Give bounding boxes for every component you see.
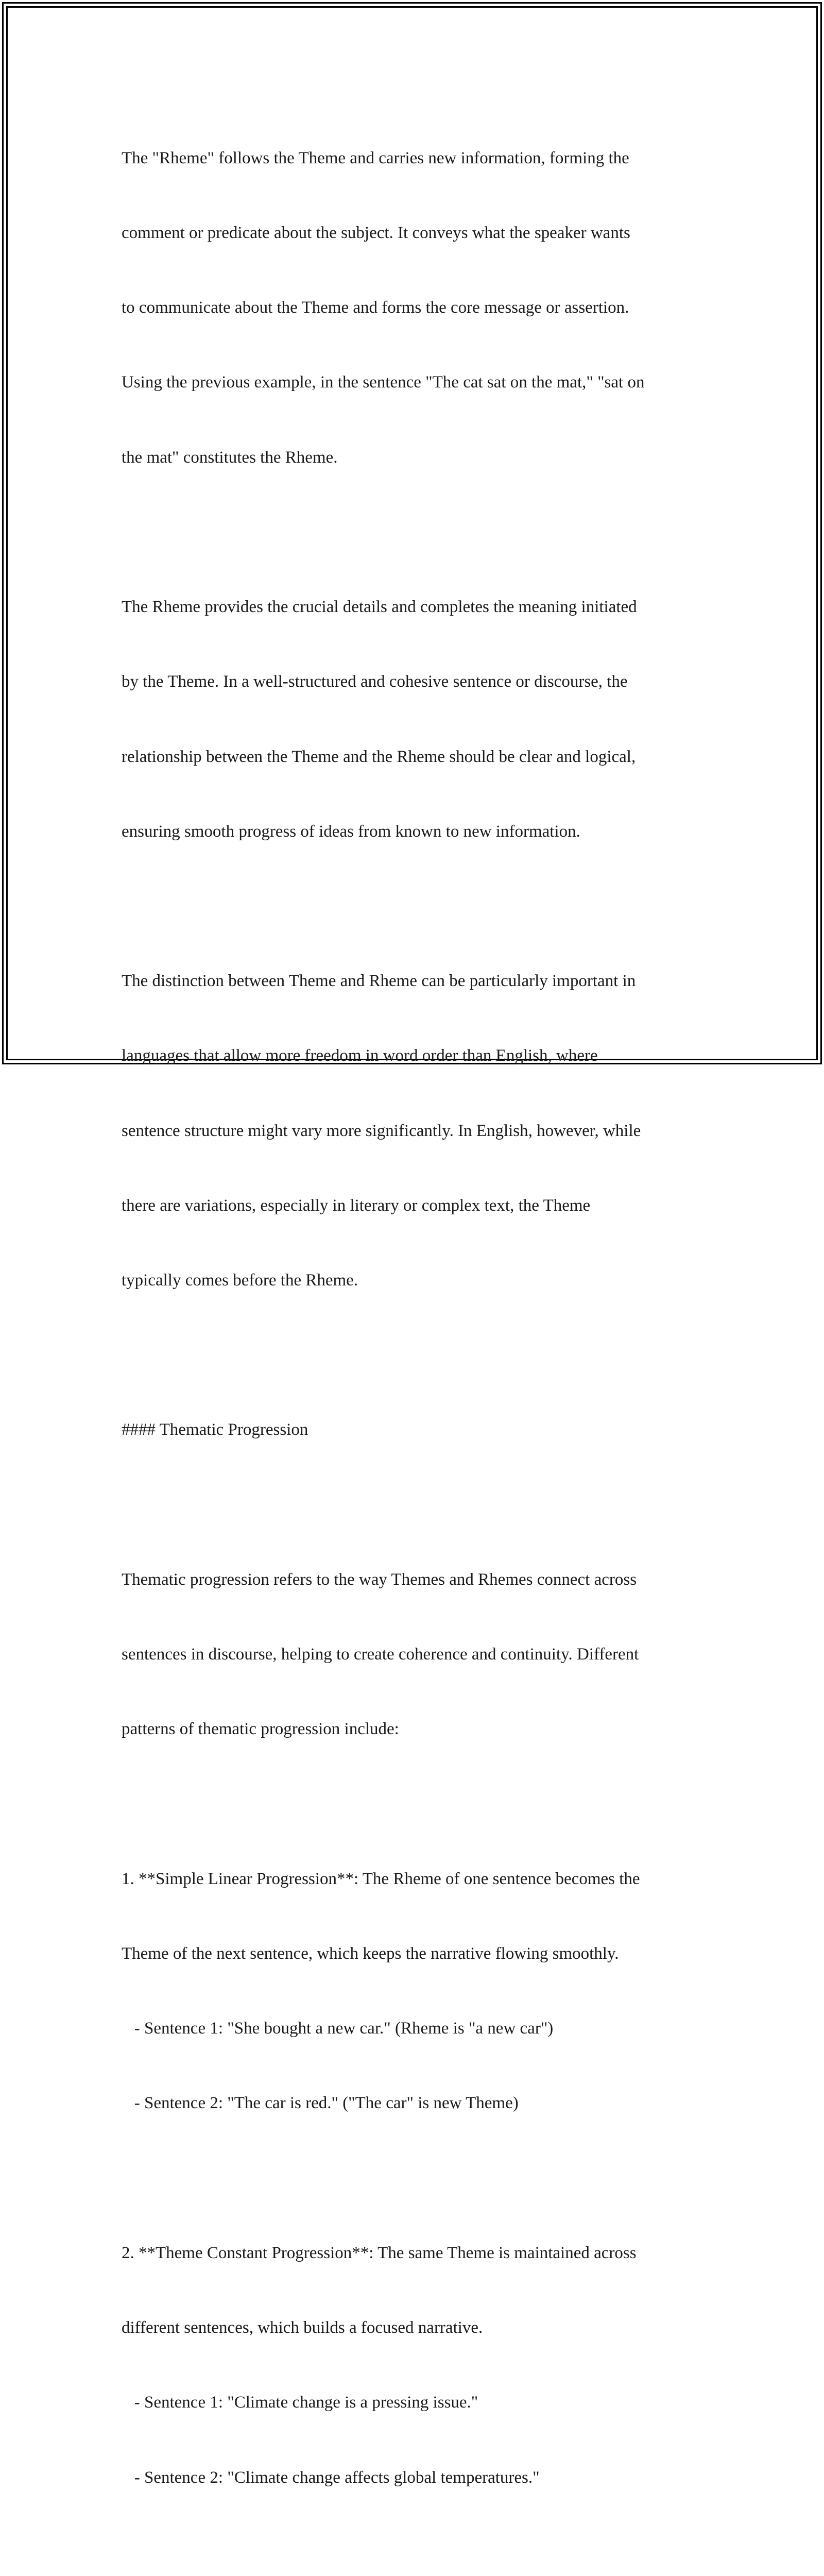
text-line: comment or predicate about the subject. It conveys what the speaker wants [122, 224, 630, 243]
text-line: The Rheme provides the crucial details and completes the meaning initiated [122, 598, 637, 617]
paragraph-theme-rheme-distinction [122, 919, 709, 1343]
text-line: The "Rheme" follows the Theme and carries new information, forming the [122, 148, 629, 167]
text-line: typically comes before the Rheme. [122, 1271, 358, 1290]
text-line: 2. **Theme Constant Progression**: The same Theme is maintained across [122, 2243, 637, 2262]
text-line: relationship between the Theme and the Rheme should be clear and logical, [122, 747, 636, 766]
text-line: patterns of thematic progression include: [122, 1720, 399, 1739]
text-line: by the Theme. In a well-structured and cohesive sentence or discourse, the [122, 672, 628, 691]
text-line: Using the previous example, in the sentence "The cat sat on the mat," "sat on [122, 373, 645, 392]
text-line: to communicate about the Theme and forms the core message or assertion. [122, 298, 629, 317]
paragraph-rheme-details [122, 545, 709, 894]
text-line: sentence structure might vary more significantly. In English, however, while [122, 1121, 641, 1140]
list-item-theme-constant-progression [122, 2191, 709, 2540]
section-heading-thematic-progression [122, 1368, 709, 1493]
heading-text: #### Thematic Progression [122, 1420, 308, 1439]
list-item-simple-linear-progression [122, 1817, 709, 2166]
list-item-derived-theme-pattern [122, 2565, 709, 2576]
text-line: Theme of the next sentence, which keeps the narrative flowing smoothly. [122, 1944, 619, 1963]
text-line: sentences in discourse, helping to create coherence and continuity. Different [122, 1645, 639, 1664]
text-line: ensuring smooth progress of ideas from known to new information. [122, 822, 580, 841]
paragraph-rheme-definition [122, 96, 709, 520]
paragraph-thematic-progression-intro [122, 1517, 709, 1791]
example-sentence: - Sentence 1: "Climate change is a pressing issue." [122, 2393, 478, 2412]
text-line: Thematic progression refers to the way Themes and Rhemes connect across [122, 1570, 637, 1589]
text-line: languages that allow more freedom in word order than English, where [122, 1046, 598, 1065]
example-sentence: - Sentence 2: "The car is red." ("The car" is new Theme) [122, 2094, 519, 2113]
example-sentence: - Sentence 2: "Climate change affects global temperatures." [122, 2468, 540, 2487]
text-line: 1. **Simple Linear Progression**: The Rheme of one sentence becomes the [122, 1869, 640, 1888]
text-line: the mat" constitutes the Rheme. [122, 448, 338, 467]
example-sentence: - Sentence 1: "She bought a new car." (Rheme is "a new car") [122, 2019, 554, 2038]
text-line: The distinction between Theme and Rheme can be particularly important in [122, 972, 636, 991]
text-line: different sentences, which builds a focused narrative. [122, 2318, 483, 2337]
document-body [122, 96, 709, 2576]
text-line: there are variations, especially in literary or complex text, the Theme [122, 1196, 591, 1215]
